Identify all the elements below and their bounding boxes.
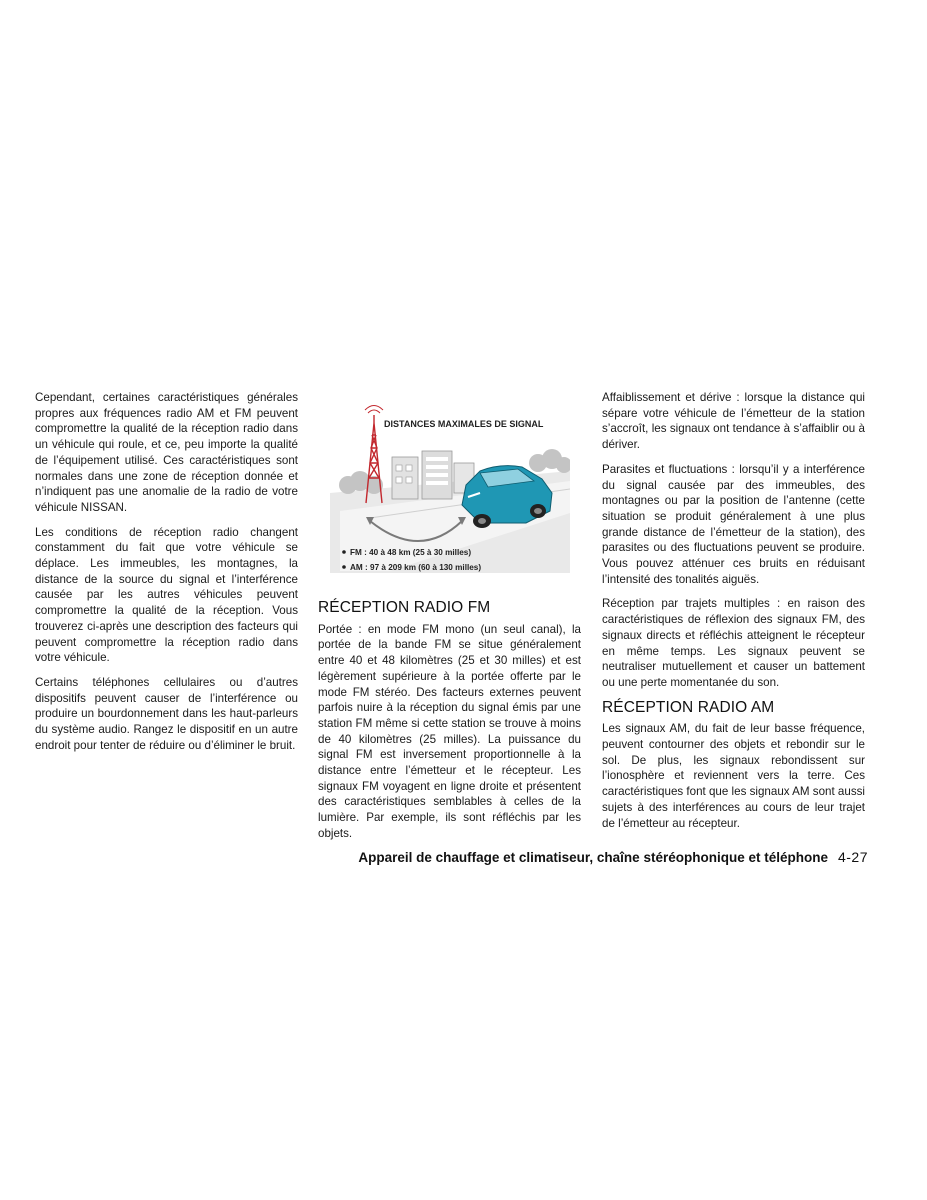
page-footer bbox=[300, 849, 868, 865]
signal-distance-figure bbox=[330, 393, 570, 583]
middle-column bbox=[318, 600, 581, 851]
paragraph: Réception par trajets multiples : en raison des caractéristiques de réflexion des signaux FM, des signaux directs et réfléchis atteignent le récepteur en même temps. Les signaux peuvent se neutraliser mutuellement et causer un battement ou une perte momentanée du son. bbox=[602, 597, 865, 689]
paragraph: Portée : en mode FM mono (un seul canal), la portée de la bande FM se situe généralement entre 40 et 48 kilomètres (25 et 30 milles) et est légèrement supérieure à la portée offerte par le mode FM stéréo. Des facteurs externes peuvent parfois nuire à la réception du signal émis par une station FM même si cette station se trouve à moins de 40 kilomètres (25 milles). La puissance du signal FM est inversement proportionnelle à la distance entre l’émetteur et le récepteur. Les signaux FM voyagent en ligne droite et présentent des caractéristiques semblables à celles de la lumière. Par exemple, ils sont réfléchis par les objets. bbox=[318, 622, 581, 840]
paragraph: Les conditions de réception radio changent constamment du fait que votre véhicule se déplace. Les immeubles, les montagnes, la distance de la source du signal et l’interférence causée par les autres véhicules peuvent compromettre la qualité de la réception. Vous trouverez ci-après une description des facteurs qui peuvent compromettre la réception radio dans votre véhicule. bbox=[35, 525, 298, 665]
am-section-heading: RÉCEPTION RADIO AM bbox=[602, 698, 775, 716]
fm-range-label: FM : 40 à 48 km (25 à 30 milles) bbox=[350, 548, 472, 557]
paragraph: Certains téléphones cellulaires ou d’autres dispositifs peuvent causer de l’interférence ou produire un bourdonnement dans les haut-parleurs du système audio. Rangez le dispositif en un autre endroit pour tenter de réduire ou d’éliminer le bruit. bbox=[35, 675, 298, 752]
fm-section-heading: RÉCEPTION RADIO FM bbox=[318, 599, 491, 616]
paragraph: Les signaux AM, du fait de leur basse fréquence, peuvent contourner des objets et rebondir sur le sol. De plus, les signaux rebondissent sur l’ionosphère et reviennent vers la terre. Ces caractéristiques font que les signaux AM sont aussi sujets à des interférences au cours de leur trajet de l’émetteur au récepteur. bbox=[602, 722, 865, 830]
paragraph: Cependant, certaines caractéristiques générales propres aux fréquences radio AM et FM peuvent compromettre la qualité de la réception radio dans un véhicule qui roule, et ce, peu importe la qualité de l’équipement utilisé. Ces caractéristiques sont normales dans une zone de réception donnée et n’indiquent pas une anomalie de la radio de votre véhicule NISSAN. bbox=[35, 391, 298, 514]
left-column bbox=[35, 390, 298, 762]
am-range-label: AM : 97 à 209 km (60 à 130 milles) bbox=[350, 563, 482, 572]
paragraph: Parasites et fluctuations : lorsqu’il y a interférence du signal causée par des immeubles, des montagnes ou par la position de l’antenne (cette situation se produit généralement à une plus grande distance de l’émetteur de la station), des parasites ou des fluctuations peuvent se produire. Vous pouvez atténuer ces bruits en réduisant l’intensité des tonalités aiguës. bbox=[602, 462, 865, 586]
chapter-title: Appareil de chauffage et climatiseur, chaîne stéréophonique et téléphone bbox=[358, 850, 828, 865]
paragraph: Affaiblissement et dérive : lorsque la distance qui sépare votre véhicule de l’émetteur de la station s’accroît, les signaux ont tendance à s’affaiblir ou à dériver. bbox=[602, 391, 865, 452]
page-number: 4-27 bbox=[837, 849, 868, 865]
right-column bbox=[602, 390, 865, 840]
figure-title: DISTANCES MAXIMALES DE SIGNAL bbox=[384, 419, 544, 429]
